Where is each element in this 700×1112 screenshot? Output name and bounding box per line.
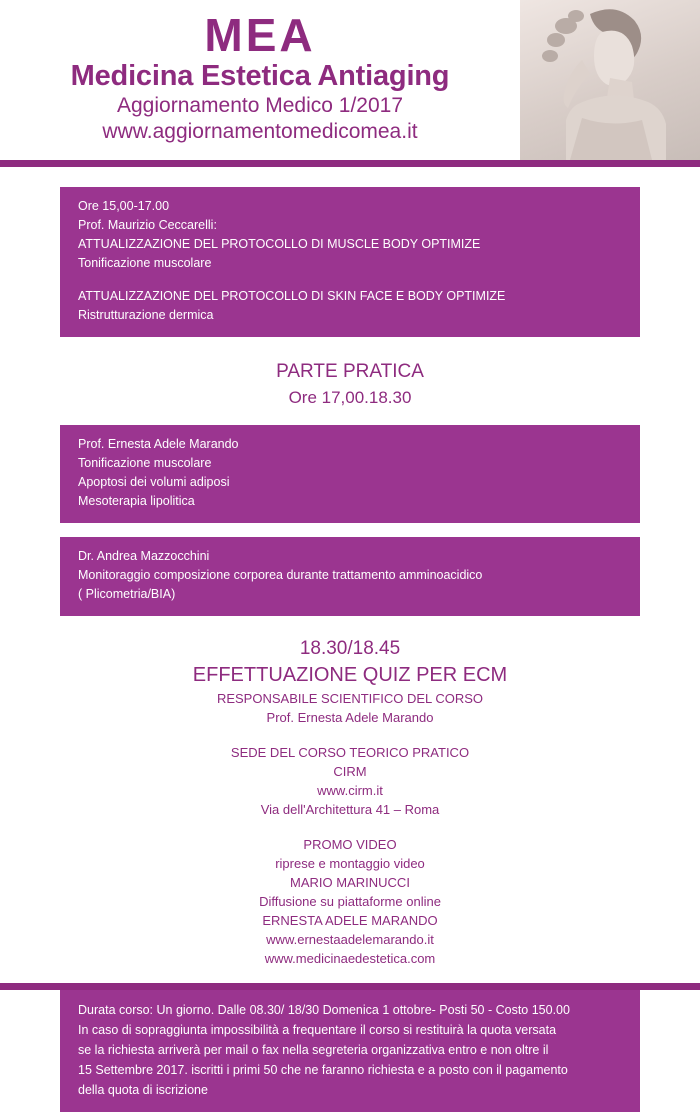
venue-name: CIRM <box>333 764 367 779</box>
header-text-group <box>0 10 520 145</box>
classical-statue-image <box>520 0 700 160</box>
promo-site-1[interactable]: www.ernestaadelemarando.it <box>266 932 434 947</box>
mea-logo: MEA <box>204 9 316 61</box>
page-subtitle: Aggiornamento Medico 1/2017 <box>116 94 404 117</box>
session-topic-2: ATTUALIZZAZIONE DEL PROTOCOLLO DI SKIN FACE E BODY OPTIMIZE <box>78 289 506 303</box>
statue-icon <box>520 0 700 160</box>
promo-distribution: Diffusione su piattaforme online <box>259 894 441 909</box>
session-detail-2: Ristrutturazione dermica <box>78 308 214 322</box>
venue-label: SEDE DEL CORSO TEORICO PRATICO <box>230 745 470 760</box>
quiz-title: EFFETTUAZIONE QUIZ PER ECM <box>192 664 508 686</box>
scientific-responsible-label: RESPONSABILE SCIENTIFICO DEL CORSO <box>216 691 484 706</box>
session-speaker: Dr. Andrea Mazzocchini <box>78 549 210 563</box>
practical-hours: Ore 17,00.18.30 <box>288 388 412 407</box>
header-website-link[interactable]: www.aggiornamentomedicomea.it <box>102 120 418 143</box>
page-title: Medicina Estetica Antiaging <box>70 60 450 92</box>
session-block-ceccarelli <box>60 187 640 337</box>
session-time: Ore 15,00-17.00 <box>78 199 170 213</box>
note-line-5: della quota di iscrizione <box>78 1083 208 1097</box>
note-line-2: In caso di sopraggiunta impossibilità a frequentare il corso si restituirà la quota versata <box>78 1023 557 1037</box>
promo-label: PROMO VIDEO <box>303 837 397 852</box>
promo-distributor: ERNESTA ADELE MARANDO <box>262 913 438 928</box>
session-block-marando <box>60 425 640 523</box>
note-line-1: Durata corso: Un giorno. Dalle 08.30/ 18/30 Domenica 1 ottobre- Posti 50 - Costo 150.00 <box>78 1003 570 1017</box>
session-block-mazzocchini <box>60 537 640 616</box>
venue-website-link[interactable]: www.cirm.it <box>317 783 383 798</box>
section-spacer <box>0 727 700 743</box>
course-conditions-note <box>60 990 640 1112</box>
session-detail-1: Tonificazione muscolare <box>78 456 212 470</box>
session-detail-2: ( Plicometria/BIA) <box>78 587 176 601</box>
session-detail-2: Apoptosi dei volumi adiposi <box>78 475 230 489</box>
poster-body <box>0 187 700 1112</box>
session-detail-1: Tonificazione muscolare <box>78 256 212 270</box>
note-line-3: se la richiesta arriverà per mail o fax nella segreteria organizzativa entro e non oltre il <box>78 1043 549 1057</box>
footer-divider <box>0 983 700 990</box>
promo-role: riprese e montaggio video <box>275 856 425 871</box>
session-speaker: Prof. Ernesta Adele Marando <box>78 437 239 451</box>
promo-site-2[interactable]: www.medicinaedestetica.com <box>264 951 436 966</box>
venue-address: Via dell'Architettura 41 – Roma <box>260 802 440 817</box>
session-detail-3: Mesoterapia lipolitica <box>78 494 195 508</box>
practical-heading: PARTE PRATICA <box>276 361 424 382</box>
session-speaker: Prof. Maurizio Ceccarelli: <box>78 218 217 232</box>
session-topic-1: ATTUALIZZAZIONE DEL PROTOCOLLO DI MUSCLE BODY OPTIMIZE <box>78 237 481 251</box>
block-spacer <box>78 273 622 287</box>
poster-header <box>0 0 700 160</box>
session-detail-1: Monitoraggio composizione corporea durante trattamento amminoacidico <box>78 568 483 582</box>
header-divider <box>0 160 700 167</box>
scientific-responsible-name: Prof. Ernesta Adele Marando <box>266 710 434 725</box>
promo-person: MARIO MARINUCCI <box>290 875 410 890</box>
quiz-time: 18.30/18.45 <box>299 638 401 659</box>
note-line-4: 15 Settembre 2017. iscritti i primi 50 che ne faranno richiesta e a posto con il pagamento <box>78 1063 568 1077</box>
section-spacer <box>0 819 700 835</box>
